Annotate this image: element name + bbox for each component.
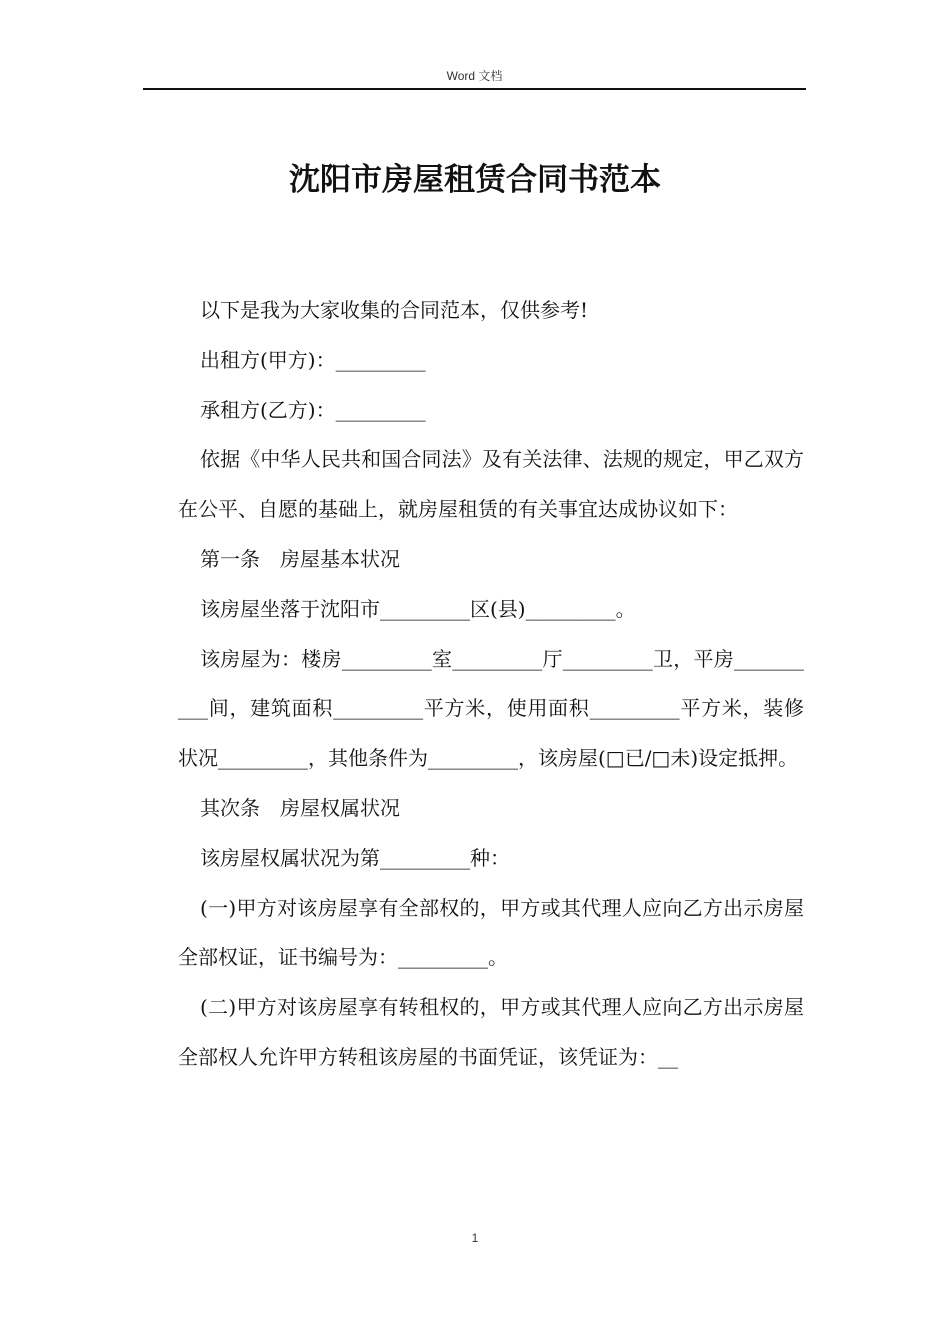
paragraph-ownership-2: (二)甲方对该房屋享有转租权的，甲方或其代理人应向乙方出示房屋全部权人允许甲方转租该房屋的书面凭证，该凭证为：__ [178, 995, 804, 1069]
paragraph-ownership-type: 该房屋权属状况为第_________种： [200, 845, 510, 870]
paragraph-ownership-1: (一)甲方对该房屋享有全部权的，甲方或其代理人应向乙方出示房屋全部权证，证书编号为：_________。 [178, 895, 804, 970]
paragraph-intro: 以下是我为大家收集的合同范本，仅供参考! [200, 298, 589, 322]
page-header [143, 66, 806, 90]
section-heading-article-2: 其次条 房屋权属状况 [200, 795, 400, 820]
page-number: 1 [471, 1231, 479, 1245]
paragraph-lessee: 承租方(乙方)：_________ [200, 397, 426, 422]
paragraph-location: 该房屋坐落于沈阳市_________区(县)_________。 [200, 596, 636, 621]
section-heading-article-1: 第一条 房屋基本状况 [200, 546, 400, 571]
paragraph-house-details: 该房屋为：楼房_________室_________厅_________卫，平房__________间，建筑面积_________平方米，使用面积_________平方米，装修状况_________，其他条件为_________，该房屋(□已/□未)设定抵押。 [178, 646, 804, 771]
header-label: Word 文档 [446, 69, 503, 83]
paragraph-preamble: 依据《中华人民共和国合同法》及有关法律、法规的规定，甲乙双方在公平、自愿的基础上，就房屋租赁的有关事宜达成协议如下： [178, 447, 804, 522]
paragraph-lessor: 出租方(甲方)：_________ [200, 347, 426, 372]
document-title: 沈阳市房屋租赁合同书范本 [289, 162, 661, 198]
document-body [178, 286, 804, 1083]
